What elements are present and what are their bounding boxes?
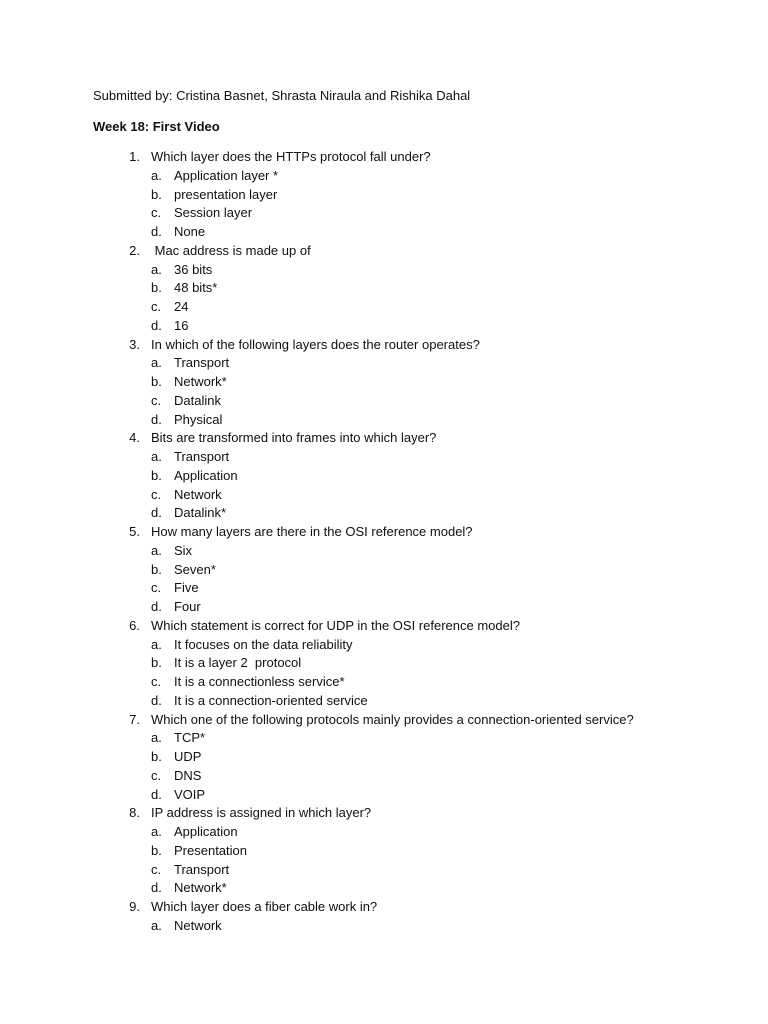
option-letter: a. — [151, 167, 162, 183]
question-text: Which layer does the HTTPs protocol fall under? — [151, 149, 431, 164]
option-text: 16 — [174, 317, 189, 333]
option-text: Presentation — [174, 842, 247, 858]
option-text: Four — [174, 599, 201, 614]
answer-option — [0, 692, 768, 711]
submitted-by-line: Submitted by: Cristina Basnet, Shrasta Niraula and Rishika Dahal — [93, 88, 471, 103]
answer-option — [0, 411, 768, 430]
answer-option — [0, 392, 768, 411]
option-text: It is a connection-oriented service — [174, 692, 368, 708]
answer-option — [0, 729, 768, 748]
option-letter: a. — [151, 730, 162, 746]
question-text: How many layers are there in the OSI reference model? — [151, 524, 473, 539]
answer-option — [0, 636, 768, 655]
answer-option — [0, 561, 768, 580]
question-text: Mac address is made up of — [151, 242, 311, 258]
option-text: Transport — [174, 355, 230, 371]
option-text: TCP* — [174, 730, 206, 746]
option-text: Network — [174, 486, 222, 502]
option-letter: d. — [151, 317, 162, 333]
question-number: 8. — [129, 805, 140, 821]
answer-option — [0, 786, 768, 805]
question-item — [0, 898, 768, 917]
option-letter: b. — [151, 561, 162, 577]
answer-option — [0, 354, 768, 373]
answer-option — [0, 317, 768, 336]
question-number: 6. — [129, 617, 140, 633]
answer-option — [0, 279, 768, 298]
option-text: Six — [174, 542, 193, 558]
option-letter: a. — [151, 261, 162, 277]
question-text: Which one of the following protocols mainly provides a connection-oriented service? — [151, 711, 634, 727]
option-text: Application — [174, 467, 238, 483]
question-text: Which layer does a fiber cable work in? — [151, 899, 378, 914]
option-letter: c. — [151, 299, 162, 314]
answer-option — [0, 467, 768, 486]
option-text: It focuses on the data reliability — [174, 636, 353, 652]
option-text: Datalink — [174, 392, 221, 408]
option-letter: b. — [151, 374, 162, 389]
option-letter: d. — [151, 411, 162, 427]
option-letter: d. — [151, 224, 162, 239]
answer-option — [0, 579, 768, 598]
answer-option — [0, 204, 768, 223]
answer-option — [0, 767, 768, 786]
answer-option — [0, 373, 768, 392]
question-text: Which statement is correct for UDP in the OSI reference model? — [151, 617, 520, 633]
question-item — [0, 617, 768, 636]
answer-option — [0, 879, 768, 898]
option-text: Network* — [174, 374, 227, 389]
question-item — [0, 336, 768, 355]
answer-option — [0, 542, 768, 561]
answer-option — [0, 861, 768, 880]
option-text: presentation layer — [174, 186, 278, 202]
option-text: 48 bits* — [174, 280, 218, 296]
option-letter: b. — [151, 749, 162, 764]
question-item — [0, 804, 768, 823]
question-number: 3. — [129, 336, 140, 352]
answer-option — [0, 842, 768, 861]
answer-option — [0, 298, 768, 317]
option-text: Transport — [174, 861, 230, 877]
option-text: Session layer — [174, 205, 253, 221]
option-text: None — [174, 224, 206, 239]
option-letter: b. — [151, 655, 162, 671]
option-letter: b. — [151, 842, 162, 858]
option-letter: a. — [151, 542, 162, 558]
option-text: Five — [174, 580, 199, 596]
option-letter: b. — [151, 186, 162, 202]
option-letter: a. — [151, 449, 162, 464]
answer-option — [0, 486, 768, 505]
option-letter: d. — [151, 692, 162, 708]
answer-option — [0, 748, 768, 767]
option-text: Application layer * — [174, 167, 279, 183]
question-item — [0, 711, 768, 730]
option-letter: d. — [151, 599, 162, 614]
week-title: Week 18: First Video — [93, 119, 220, 134]
question-text: In which of the following layers does the router operates? — [151, 336, 480, 352]
option-letter: a. — [151, 355, 162, 371]
answer-option — [0, 261, 768, 280]
question-number: 7. — [129, 711, 140, 727]
option-letter: c. — [151, 767, 162, 783]
option-letter: c. — [151, 861, 162, 877]
option-text: Network* — [174, 880, 227, 896]
option-text: 24 — [174, 299, 189, 314]
option-text: VOIP — [174, 786, 206, 802]
option-text: UDP — [174, 749, 202, 764]
question-list — [0, 148, 768, 936]
option-text: DNS — [174, 767, 202, 783]
option-letter: c. — [151, 674, 162, 689]
option-text: 36 bits — [174, 261, 213, 277]
option-text: It is a connectionless service* — [174, 674, 345, 689]
question-number: 2. — [129, 242, 140, 258]
option-letter: b. — [151, 467, 162, 483]
answer-option — [0, 654, 768, 673]
answer-option — [0, 917, 768, 936]
question-number: 1. — [129, 149, 140, 164]
option-letter: c. — [151, 392, 162, 408]
answer-option — [0, 167, 768, 186]
question-number: 9. — [129, 899, 140, 914]
option-text: Datalink* — [174, 505, 227, 521]
question-number: 4. — [129, 430, 140, 446]
option-text: Seven* — [174, 561, 216, 577]
option-text: Physical — [174, 411, 223, 427]
question-item — [0, 148, 768, 167]
option-letter: b. — [151, 280, 162, 296]
answer-option — [0, 223, 768, 242]
option-letter: c. — [151, 580, 162, 596]
option-text: It is a layer 2 protocol — [174, 655, 302, 671]
option-letter: d. — [151, 880, 162, 896]
option-letter: a. — [151, 917, 162, 933]
answer-option — [0, 598, 768, 617]
question-text: IP address is assigned in which layer? — [151, 805, 372, 821]
question-item — [0, 429, 768, 448]
option-letter: c. — [151, 486, 162, 502]
option-letter: d. — [151, 786, 162, 802]
option-text: Application — [174, 824, 238, 839]
answer-option — [0, 823, 768, 842]
question-number: 5. — [129, 524, 140, 539]
question-item — [0, 523, 768, 542]
answer-option — [0, 448, 768, 467]
option-letter: a. — [151, 824, 162, 839]
question-item — [0, 242, 768, 261]
answer-option — [0, 504, 768, 523]
option-text: Transport — [174, 449, 230, 464]
option-letter: a. — [151, 636, 162, 652]
question-text: Bits are transformed into frames into which layer? — [151, 430, 437, 446]
option-letter: c. — [151, 205, 162, 221]
option-text: Network — [174, 917, 222, 933]
answer-option — [0, 186, 768, 205]
answer-option — [0, 673, 768, 692]
option-letter: d. — [151, 505, 162, 521]
